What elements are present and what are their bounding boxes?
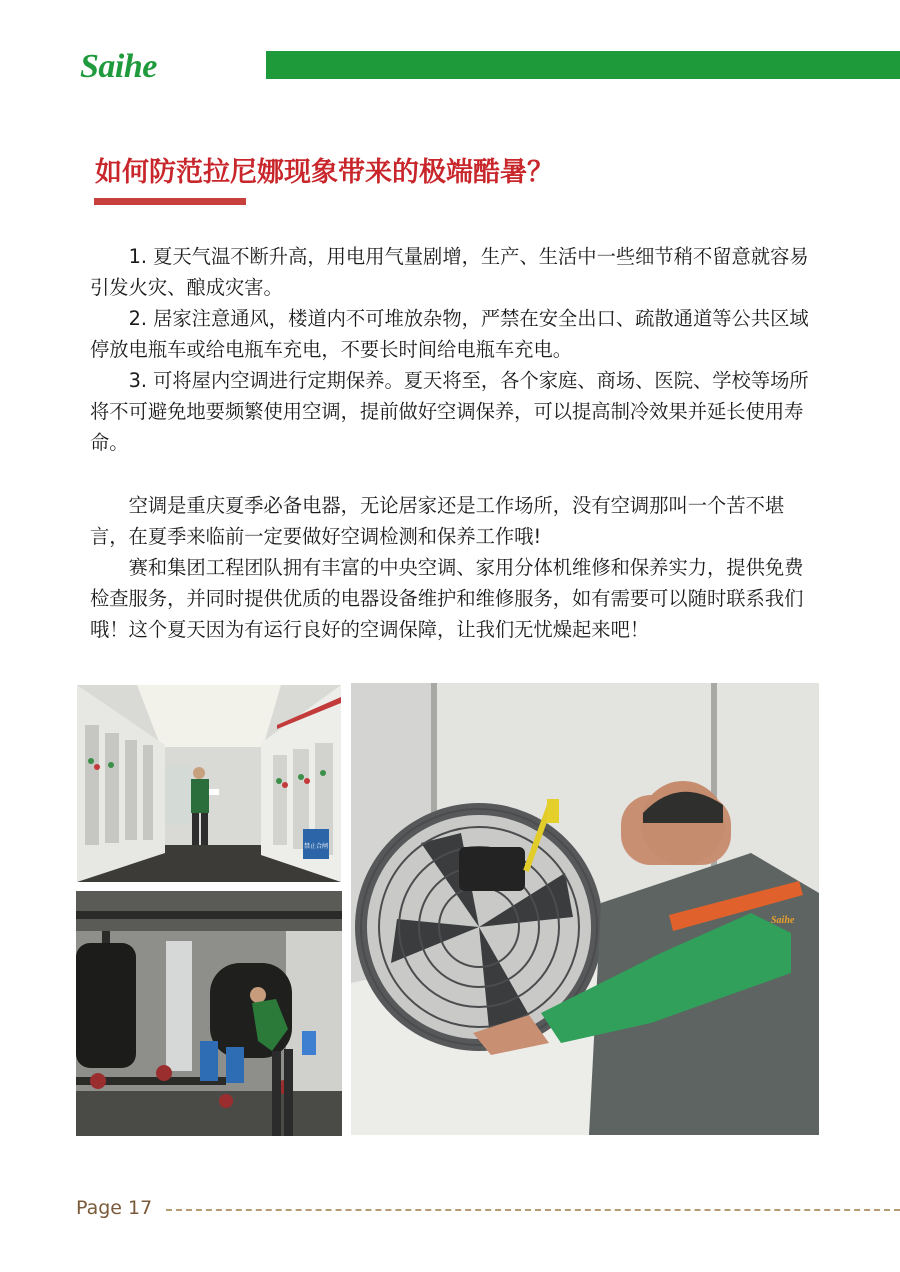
paragraph-saihe-service: 赛和集团工程团队拥有丰富的中央空调、家用分体机维修和保养实力，提供免费检查服务，并同时提供优质的电器设备维护和维修服务，如有需要可以随时联系我们哦！这个夏天因为有运行良好的空调保障，让我们无忧燥起来吧！ (90, 556, 804, 641)
title-underline (94, 198, 246, 205)
tip-3: 3. 可将屋内空调进行定期保养。夏天将至，各个家庭、商场、医院、学校等场所将不可避免地要频繁使用空调，提前做好空调保养，可以提高制冷效果并延长使用寿命。 (90, 369, 809, 454)
technician-fan-photo (351, 683, 819, 1135)
article-title: 如何防范拉尼娜现象带来的极端酷暑？ (95, 157, 554, 188)
switchgear-room-photo (77, 685, 341, 882)
warning-sign-text: 禁止合闸 (303, 843, 329, 850)
service-paragraphs (90, 490, 812, 645)
page-number: Page 17 (76, 1197, 153, 1219)
tip-2: 2. 居家注意通风，楼道内不可堆放杂物，严禁在安全出口、疏散通道等公共区域停放电瓶车或给电瓶车充电，不要长时间给电瓶车充电。 (90, 307, 809, 361)
pump-room-photo (76, 891, 342, 1136)
header-accent-bar (266, 51, 900, 79)
paragraph-ac-essential: 空调是重庆夏季必备电器，无论居家还是工作场所，没有空调那叫一个苦不堪言，在夏季来临前一定要做好空调检测和保养工作哦! (90, 494, 785, 548)
tip-1: 1. 夏天气温不断升高，用电用气量剧增，生产、生活中一些细节稍不留意就容易引发火灾、酿成灾害。 (90, 245, 809, 299)
saihe-logo: Saihe (80, 48, 157, 85)
footer-dashed-rule (166, 1209, 900, 1211)
safety-tips (90, 241, 812, 458)
uniform-logo-text: Saihe (771, 915, 795, 926)
